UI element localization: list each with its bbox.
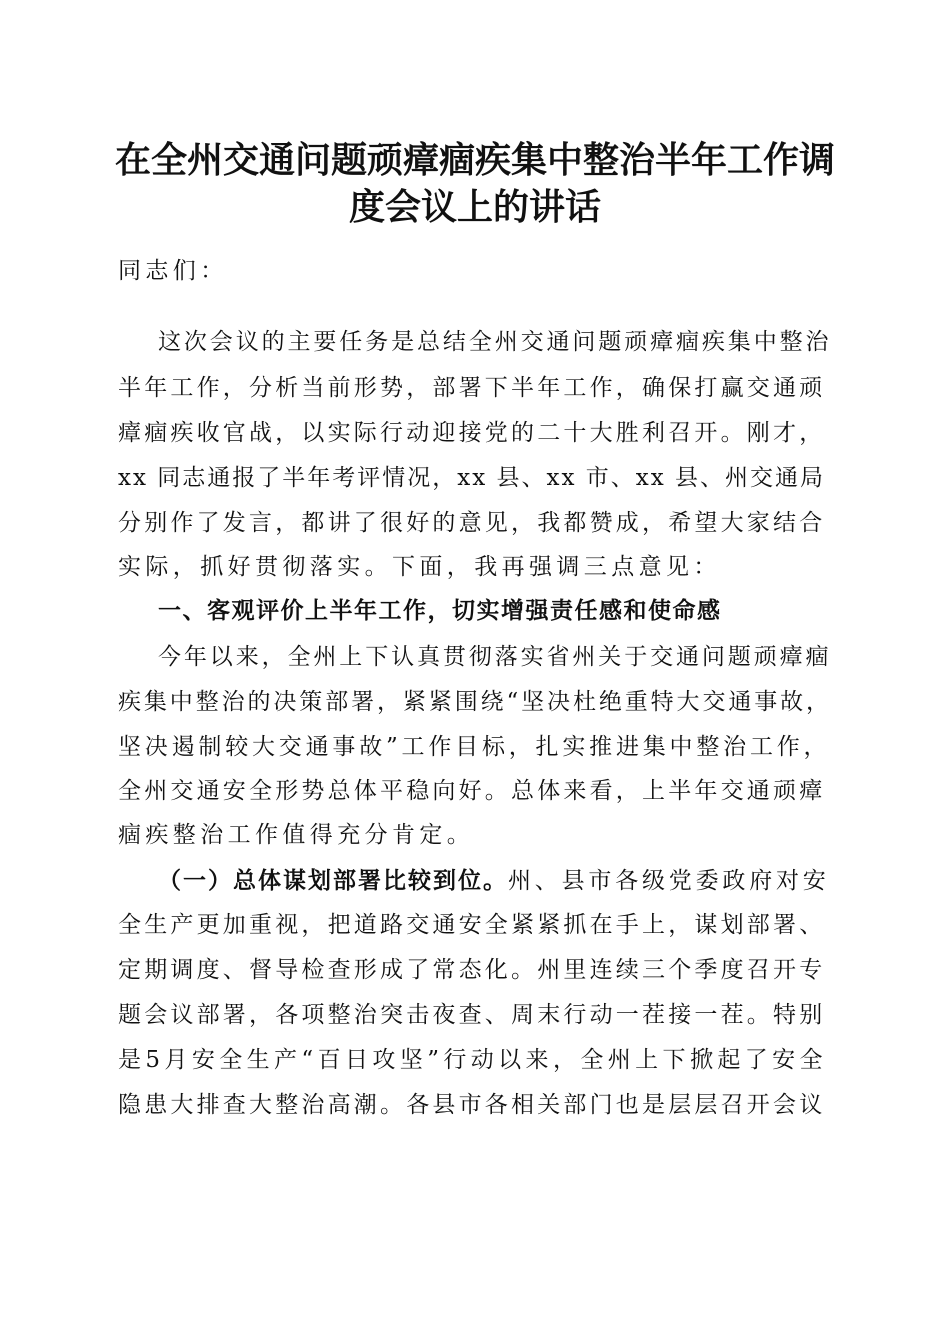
paragraph-line: 坚决遏制较大交通事故”工作目标，扎实推进集中整治工作， bbox=[118, 734, 831, 760]
paragraph-line: 半年工作，分析当前形势，部署下半年工作，确保打赢交通顽 bbox=[118, 375, 826, 401]
paragraph-line: 这次会议的主要任务是总结全州交通问题顽瘴痼疾集中整治 bbox=[158, 329, 832, 355]
paragraph-line: 全州交通安全形势总体平稳向好。总体来看，上半年交通顽瘴 bbox=[118, 778, 826, 804]
paragraph-line: 实际，抓好贯彻落实。下面，我再强调三点意见： bbox=[118, 554, 721, 580]
paragraph-line: 疾集中整治的决策部署，紧紧围绕“坚决杜绝重特大交通事故， bbox=[118, 689, 832, 715]
paragraph-line: 是5月安全生产“百日攻坚”行动以来，全州上下掀起了安全 bbox=[118, 1047, 827, 1073]
paragraph-line: 分别作了发言，都讲了很好的意见，我都赞成，希望大家结合 bbox=[118, 510, 826, 536]
paragraph-line: 今年以来，全州上下认真贯彻落实省州关于交通问题顽瘴痼 bbox=[158, 644, 832, 670]
paragraph-line: 瘴痼疾收官战，以实际行动迎接党的二十大胜利召开。刚才， bbox=[118, 420, 826, 446]
salutation: 同志们： bbox=[118, 258, 228, 284]
paragraph-line: 全生产更加重视，把道路交通安全紧紧抓在手上，谋划部署、 bbox=[118, 912, 826, 938]
subsection-1-heading: （一）总体谋划部署比较到位。 bbox=[158, 868, 508, 894]
paragraph-line: xx 同志通报了半年考评情况，xx 县、xx 市、xx 县、州交通局 bbox=[118, 465, 826, 491]
paragraph-line: 隐患大排查大整治高潮。各县市各相关部门也是层层召开会议 bbox=[118, 1092, 826, 1118]
paragraph-line: 题会议部署，各项整治突击夜查、周末行动一茬接一茬。特别 bbox=[118, 1002, 826, 1028]
subsection-1-first-line bbox=[158, 866, 830, 896]
paragraph-line: 定期调度、督导检查形成了常态化。州里连续三个季度召开专 bbox=[118, 957, 826, 983]
subsection-1-text: 州、县市各级党委政府对安 bbox=[508, 868, 830, 894]
document-title-line-1: 在全州交通问题顽瘴痼疾集中整治半年工作调 bbox=[114, 139, 835, 181]
document-title-line-2: 度会议上的讲话 bbox=[348, 186, 601, 228]
paragraph-line: 痼疾整治工作值得充分肯定。 bbox=[118, 822, 475, 848]
section-heading-1: 一、客观评价上半年工作，切实增强责任感和使命感 bbox=[158, 598, 722, 624]
